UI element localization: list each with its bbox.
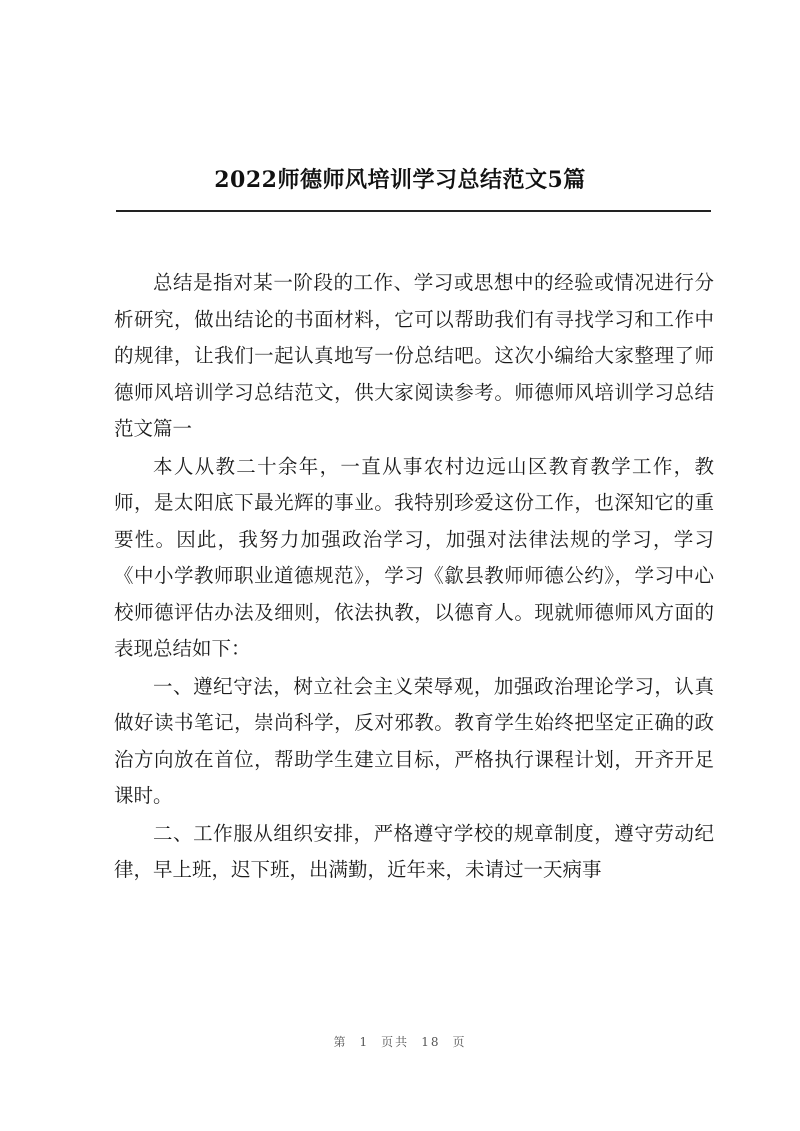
title-divider [116,210,711,212]
footer-label-page: 第 [333,1035,348,1049]
paragraph-self-summary: 本人从教二十余年，一直从事农村边远山区教育教学工作，教师，是太阳底下最光辉的事业。我特别珍爱这份工作，也深知它的重要性。因此，我努力加强政治学习，加强对法律法规的学习，学习《中小学教师职业道德规范》，学习《歙县教师师德公约》，学习中心校师德评估办法及细则，依法执教，以德育人。现就师德师风方面的表现总结如下： [114,454,714,660]
document-body [114,265,714,890]
paragraph-point-one: 一、遵纪守法，树立社会主义荣辱观，加强政治理论学习，认真做好读书笔记，崇尚科学，反对邪教。教育学生始终把坚定正确的政治方向放在首位，帮助学生建立目标，严格执行课程计划，开齐开足课时。 [114,674,714,807]
document-title: 2022师德师风培训学习总结范文5篇 [214,167,586,193]
footer-label-end: 页 [452,1035,467,1049]
page-footer [0,1033,800,1050]
footer-total-pages: 18 [421,1035,441,1049]
footer-label-of: 页共 [381,1035,410,1049]
paragraph-intro: 总结是指对某一阶段的工作、学习或思想中的经验或情况进行分析研究，做出结论的书面材料，它可以帮助我们有寻找学习和工作中的规律，让我们一起认真地写一份总结吧。这次小编给大家整理了师德师风培训学习总结范文，供大家阅读参考。师德师风培训学习总结范文篇一 [114,271,714,440]
footer-current-page: 1 [359,1035,370,1049]
paragraph-point-two: 二、工作服从组织安排，严格遵守学校的规章制度，遵守劳动纪律，早上班，迟下班，出满勤，近年来，未请过一天病事 [114,821,714,881]
